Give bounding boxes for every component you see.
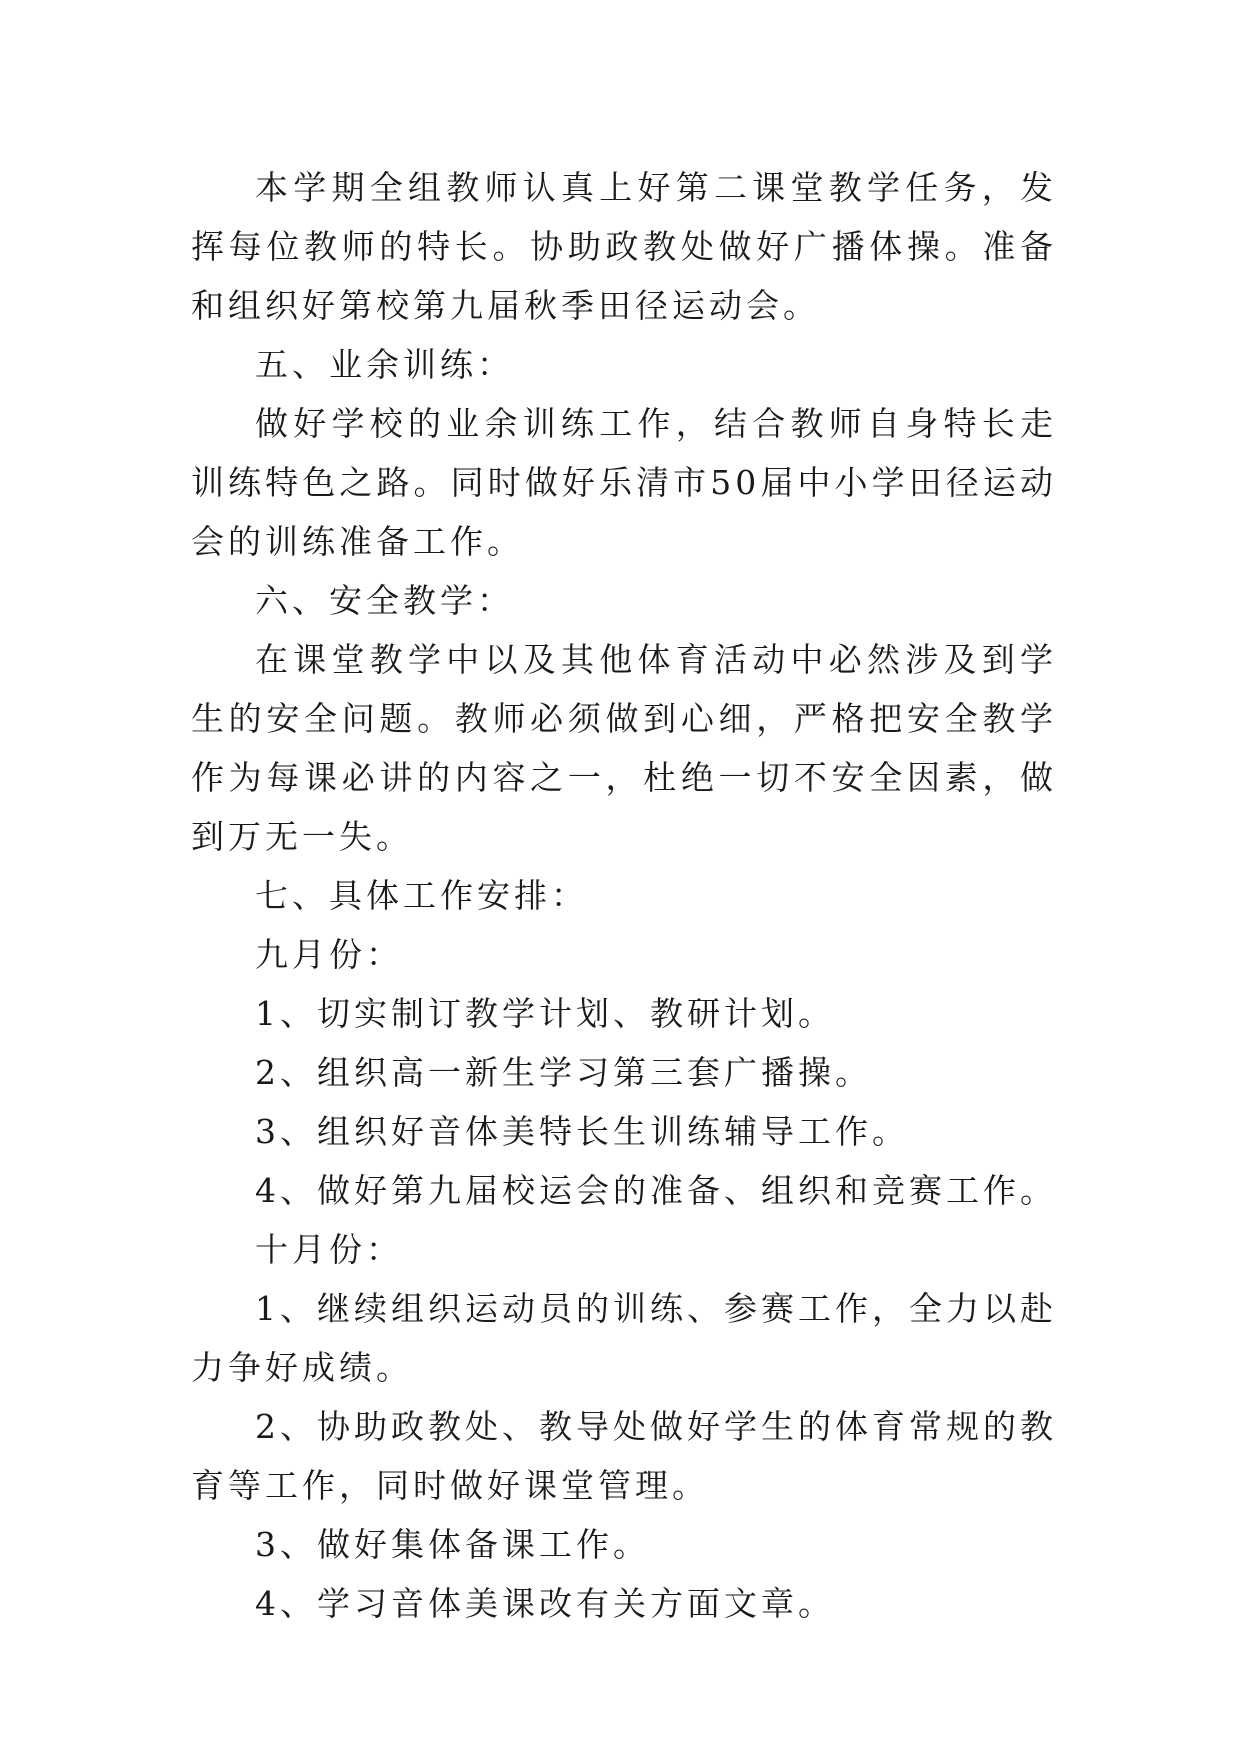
heading-section-7: 七、具体工作安排： (255, 876, 588, 915)
list-item: 3、组织好音体美特长生训练辅导工作。 (255, 1112, 909, 1151)
paragraph-training: 做好学校的业余训练工作，结合教师自身特长走训练特色之路。同时做好乐清市50届中小学田径运动会的训练准备工作。 (191, 404, 1057, 561)
heading-september: 九月份： (255, 935, 403, 974)
paragraph-safety: 在课堂教学中以及其他体育活动中必然涉及到学生的安全问题。教师必须做到心细，严格把安全教学作为每课必讲的内容之一，杜绝一切不安全因素，做到万无一失。 (191, 640, 1057, 856)
list-item: 4、做好第九届校运会的准备、组织和竞赛工作。 (255, 1171, 1057, 1210)
list-item: 2、组织高一新生学习第三套广播操。 (255, 1053, 872, 1092)
list-item: 4、学习音体美课改有关方面文章。 (255, 1584, 835, 1623)
document-body (191, 158, 1057, 1633)
list-item: 1、继续组织运动员的训练、参赛工作，全力以赴力争好成绩。 (191, 1289, 1057, 1387)
heading-section-5: 五、业余训练： (255, 345, 514, 384)
heading-section-6: 六、安全教学： (255, 581, 514, 620)
list-item: 1、切实制订教学计划、教研计划。 (255, 994, 835, 1033)
list-item: 2、协助政教处、教导处做好学生的体育常规的教育等工作，同时做好课堂管理。 (191, 1407, 1057, 1505)
paragraph-intro: 本学期全组教师认真上好第二课堂教学任务，发挥每位教师的特长。协助政教处做好广播体操。准备和组织好第校第九届秋季田径运动会。 (191, 168, 1057, 325)
heading-october: 十月份： (255, 1230, 403, 1269)
list-item: 3、做好集体备课工作。 (255, 1525, 650, 1564)
